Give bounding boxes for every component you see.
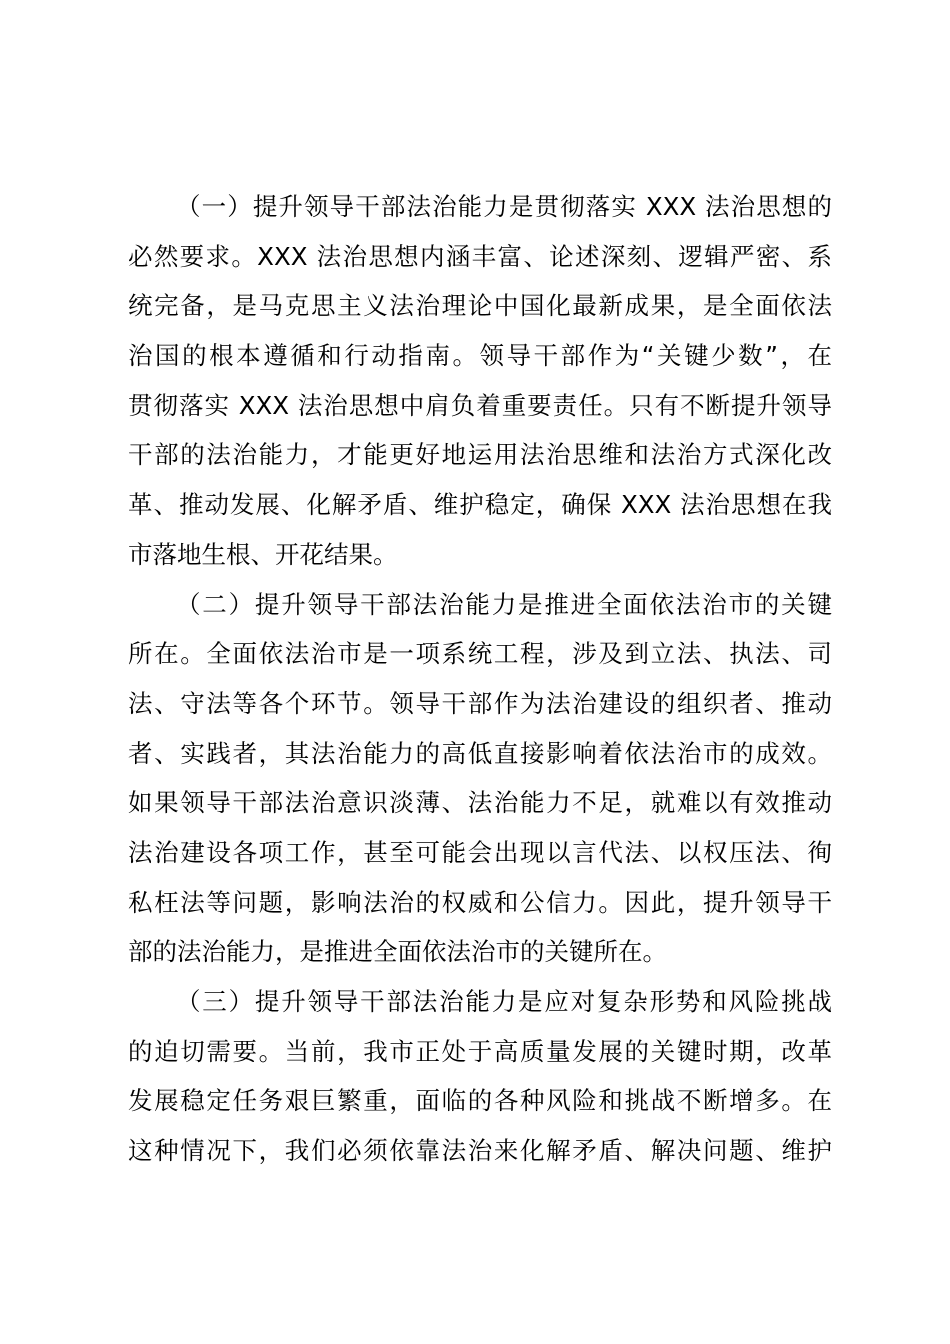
text-line: 的迫切需要。当前，我市正处于高质量发展的关键时期，改革 [128,1036,832,1066]
paragraph [128,586,832,984]
text-line: 法治建设各项工作，甚至可能会出现以言代法、以权压法、徇 [128,837,832,867]
text-line: 市落地生根、开花结果。 [128,539,398,569]
text-line: 法、守法等各个环节。领导干部作为法治建设的组织者、推动 [128,688,832,718]
paragraph [128,188,832,586]
text-line: （三）提升领导干部法治能力是应对复杂形势和风险挑战 [176,987,832,1016]
text-line: 统完备，是马克思主义法治理论中国化最新成果，是全面依法 [128,291,832,321]
text-line: 这种情况下，我们必须依靠法治来化解矛盾、解决问题、维护 [128,1136,832,1166]
text-line: 革、推动发展、化解矛盾、维护稳定，确保 XXX 法治思想在我 [128,490,832,520]
text-line: 所在。全面依法治市是一项系统工程，涉及到立法、执法、司 [128,639,832,669]
text-line: 者、实践者，其法治能力的高低直接影响着依法治市的成效。 [128,738,832,768]
text-line: 贯彻落实 XXX 法治思想中肩负着重要责任。只有不断提升领导 [128,390,832,420]
text-line: （二）提升领导干部法治能力是推进全面依法治市的关键 [176,589,832,619]
text-line: 部的法治能力，是推进全面依法治市的关键所在。 [128,937,667,967]
text-line: 必然要求。XXX 法治思想内涵丰富、论述深刻、逻辑严密、系 [128,241,832,271]
text-line: 发展稳定任务艰巨繁重，面临的各种风险和挑战不断增多。在 [128,1086,832,1116]
text-line: 如果领导干部法治意识淡薄、法治能力不足，就难以有效推动 [128,788,832,818]
text-line: 干部的法治能力，才能更好地运用法治思维和法治方式深化改 [128,440,832,470]
document-body [128,188,832,1182]
text-line: 治国的根本遵循和行动指南。领导干部作为“关键少数”，在 [128,341,832,371]
text-line: 私枉法等问题，影响法治的权威和公信力。因此，提升领导干 [128,887,832,917]
paragraph [128,983,832,1182]
text-line: （一）提升领导干部法治能力是贯彻落实 XXX 法治思想的 [176,192,832,221]
